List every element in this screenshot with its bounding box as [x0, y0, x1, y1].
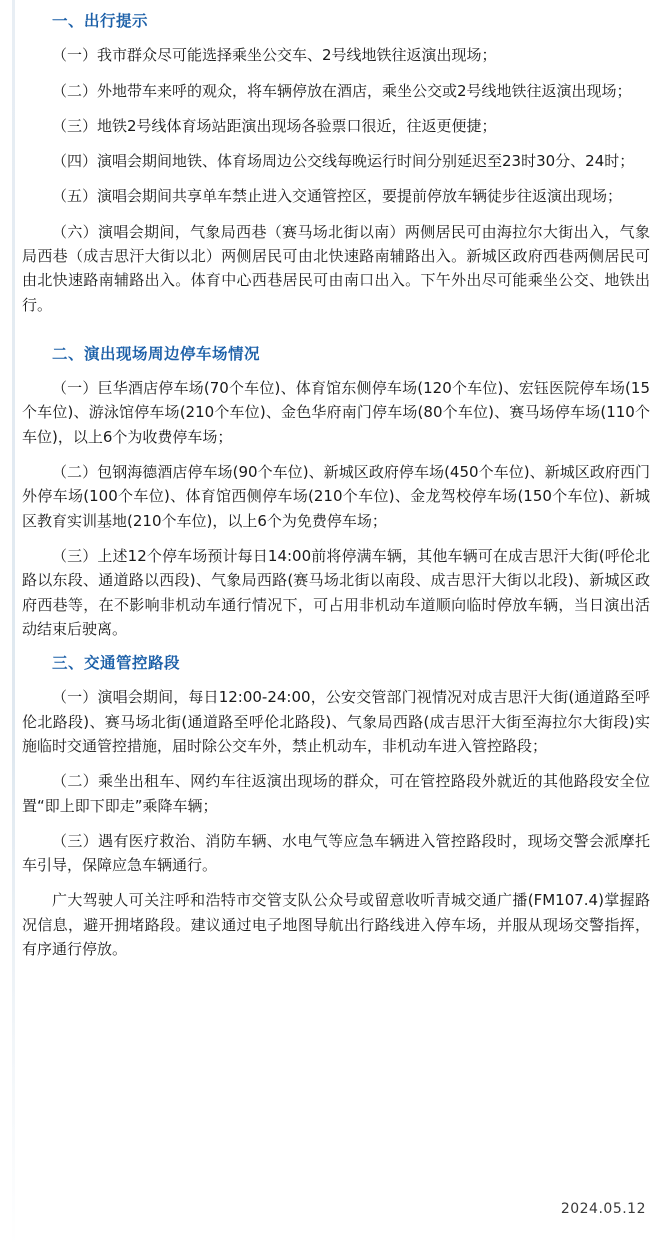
- paragraph: （五）演唱会期间共享单车禁止进入交通管控区，要提前停放车辆徒步往返演出现场；: [52, 187, 623, 206]
- section-parking: [22, 343, 650, 641]
- paragraph: （三）遇有医疗救治、消防车辆、水电气等应急车辆进入管控路段时，现场交警会派摩托车引导，保障应急车辆通行。: [22, 831, 650, 875]
- paragraph: （一）演唱会期间，每日12:00-24:00，公安交管部门视情况对成吉思汗大街(通道路至呼伦北路段)、赛马场北街(通道路至呼伦北路段)、气象局西路(成吉思汗大街至海拉尔大街段)实施临时交通管控措施，届时除公交车外，禁止机动车，非机动车进入管控路段；: [22, 688, 650, 755]
- paragraph: （三）地铁2号线体育场站距演出现场各验票口很近，往返更便捷；: [52, 116, 497, 135]
- paragraph: 广大驾驶人可关注呼和浩特市交管支队公众号或留意收听青城交通广播(FM107.4)掌握路况信息，避开拥堵路段。建议通过电子地图导航出行路线进入停车场，并服从现场交警指挥，有序通行停放。: [22, 891, 650, 959]
- paragraph: （一）我市群众尽可能选择乘坐公交车、2号线地铁往返演出现场；: [52, 46, 497, 65]
- section-travel-tips: [22, 10, 650, 317]
- section-heading-parking: 二、演出现场周边停车场情况: [52, 344, 261, 363]
- paragraph: （三）上述12个停车场预计每日14:00前将停满车辆，其他车辆可在成吉思汗大街(呼伦北路以东段、通道路以西段)、气象局西路(赛马场北街以南段、成吉思汗大街以北段)、新城区政府西巷等，在不影响非机动车通行情况下，可占用非机动车道顺向临时停放车辆，当日演出活动结束后驶离。: [22, 546, 650, 638]
- paragraph: （二）包钢海德酒店停车场(90个车位)、新城区政府停车场(450个车位)、新城区政府西门外停车场(100个车位)、体育馆西侧停车场(210个车位)、金龙驾校停车场(150个车位)、新城区教育实训基地(210个车位)，以上6个为免费停车场；: [22, 463, 650, 530]
- paragraph: （二）乘坐出租车、网约车往返演出现场的群众，可在管控路段外就近的其他路段安全位置“即上即下即走”乘降车辆；: [22, 772, 650, 815]
- section-traffic-control: [22, 652, 650, 961]
- paragraph: （四）演唱会期间地铁、体育场周边公交线每晚运行时间分别延迟至23时30分、24时；: [52, 152, 635, 171]
- document-date: 2024.05.12: [560, 1201, 646, 1217]
- paragraph: （一）巨华酒店停车场(70个车位)、体育馆东侧停车场(120个车位)、宏钰医院停车场(15个车位)、游泳馆停车场(210个车位)、金色华府南门停车场(80个车位)、赛马场停车场(110个车位)，以上6个为收费停车场；: [22, 379, 650, 446]
- section-heading-traffic-control: 三、交通管控路段: [52, 654, 181, 673]
- paragraph: （二）外地带车来呼的观众，将车辆停放在酒店，乘坐公交或2号线地铁往返演出现场；: [52, 81, 632, 100]
- section-heading-travel-tips: 一、出行提示: [52, 12, 149, 30]
- paragraph: （六）演唱会期间，气象局西巷（赛马场北街以南）两侧居民可由海拉尔大街出入，气象局西巷（成吉思汗大街以北）两侧居民可由北快速路南辅路出入。新城区政府西巷两侧居民可由北快速路南辅路出入。体育中心西巷居民可由南口出入。下午外出尽可能乘坐公交、地铁出行。: [22, 222, 650, 314]
- left-decorative-rule: [12, 0, 15, 1247]
